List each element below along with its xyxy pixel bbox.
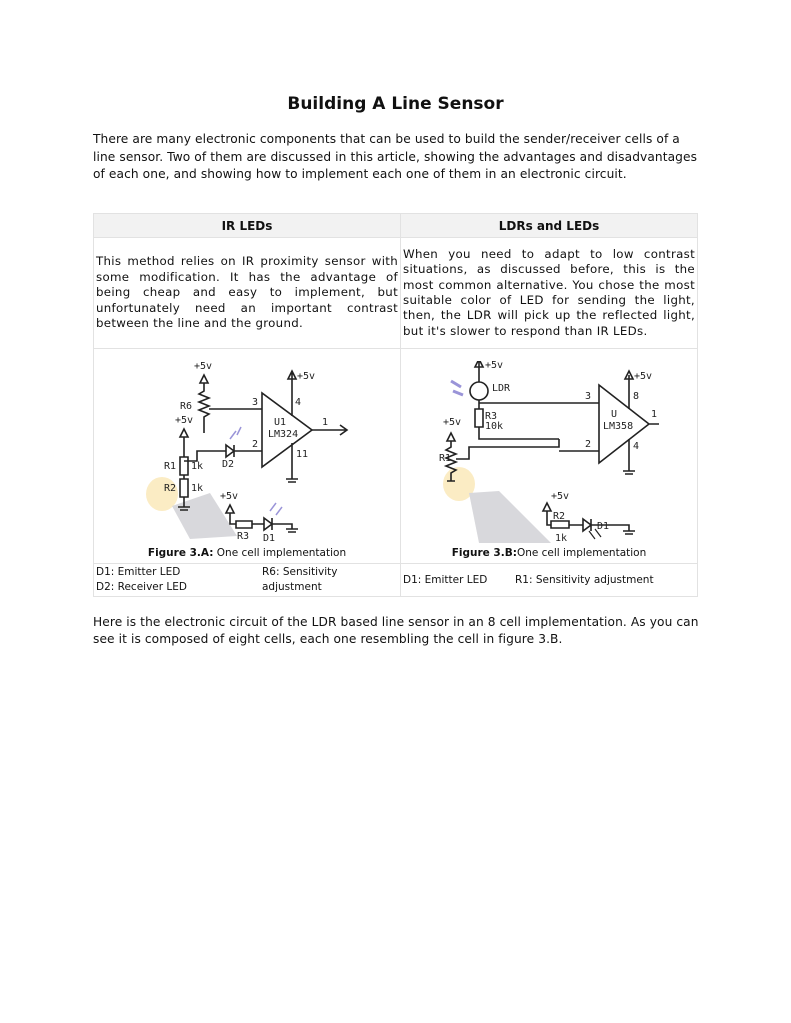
legend-3a	[94, 564, 401, 597]
label-pin-out: 1	[322, 417, 329, 428]
description-ldrs-leds: When you need to adapt to low contrast situations, as discussed before, this is the most common alternative. You chose the most suitable color of LED for sending the light, then, the LDR will pick up the reflected light, but it's slower to respond than IR LEDs.	[401, 238, 698, 349]
label-5v-r1: +5v	[443, 417, 462, 428]
legend-3a-col1	[96, 565, 262, 595]
label-pin-2: 2	[585, 439, 592, 450]
legend-d2: D2: Receiver LED	[96, 581, 187, 593]
figure-3a-cell	[94, 349, 401, 564]
label-5v-ldr: +5v	[485, 361, 504, 371]
label-r2: R2	[553, 511, 566, 522]
legend-r6: R6: Sensitivity adjustment	[262, 566, 338, 593]
comparison-table	[93, 213, 698, 597]
label-r1: R1	[439, 453, 452, 464]
label-r1: R1	[164, 461, 177, 472]
intro-paragraph: There are many electronic components that can be used to build the sender/receiver cells of a line sensor. Two of them are discussed in this article, showing the advantages and disadvantages of each one, and showing how to implement each one of them in an electronic circuit.	[93, 132, 698, 181]
header-ir-leds: IR LEDs	[94, 214, 401, 238]
legend-d1-b: D1: Emitter LED	[403, 573, 488, 586]
label-u1: U1	[274, 417, 287, 428]
figure-3a-caption-label: Figure 3.A:	[147, 547, 214, 559]
figure-3a-caption-text: One cell implementation	[213, 547, 347, 559]
legend-3b	[401, 564, 698, 597]
label-r3: R3	[485, 411, 498, 422]
label-pin-2: 2	[252, 439, 259, 450]
header-ldrs-leds: LDRs and LEDs	[401, 214, 698, 238]
figure-3b-caption-label: Figure 3.B:	[451, 547, 517, 559]
figure-3b-caption	[401, 547, 697, 559]
label-r2: R2	[164, 483, 177, 494]
label-pin-3: 3	[585, 391, 592, 402]
label-5v-chip: +5v	[297, 371, 316, 382]
label-r2-value: 1k	[191, 483, 204, 494]
label-r1-value: 1k	[191, 461, 204, 472]
legend-r1-b: R1: Sensitivity adjustment	[515, 573, 654, 586]
label-pin-8: 8	[633, 391, 640, 402]
description-ir-leds: This method relies on IR proximity sensor with some modification. It has the advantage of being cheap and easy to implement, but unfortunately need an important contrast between the line and the ground.	[94, 238, 401, 349]
label-ldr: LDR	[492, 383, 511, 394]
label-u: U	[611, 409, 618, 420]
label-pin-4: 4	[633, 441, 640, 452]
label-5v-r1: +5v	[175, 415, 194, 426]
label-r3: R3	[237, 531, 250, 542]
label-lm324: LM324	[268, 429, 299, 440]
figure-3b-caption-text: One cell implementation	[516, 547, 647, 559]
label-d2: D2	[222, 459, 235, 470]
label-r6: R6	[180, 401, 193, 412]
figure-3b-circuit	[439, 361, 659, 551]
label-lm358: LM358	[603, 421, 634, 432]
figure-3a-circuit	[142, 361, 352, 551]
label-d1: D1	[263, 533, 276, 544]
page-title: Building A Line Sensor	[287, 94, 504, 114]
label-5v-r6: +5v	[194, 361, 213, 372]
label-5v-emitter: +5v	[551, 491, 570, 502]
label-pin-3: 3	[252, 397, 259, 408]
legend-d1: D1: Emitter LED	[96, 566, 181, 578]
label-pin-out: 1	[651, 409, 658, 420]
label-pin-4: 4	[295, 397, 302, 408]
reflection-beam	[469, 491, 551, 543]
outro-paragraph: Here is the electronic circuit of the LDR based line sensor in an 8 cell implementation. As you can see it is composed of eight cells, each one resembling the cell in figure 3.B.	[93, 615, 699, 646]
label-d1: D1	[597, 521, 610, 532]
label-r2-value: 1k	[555, 533, 568, 544]
figure-3a-caption	[94, 547, 400, 559]
label-5v-emitter: +5v	[220, 491, 239, 502]
label-pin-11: 11	[296, 449, 309, 460]
label-r3-value: 10k	[485, 421, 504, 432]
figure-3b-cell	[401, 349, 698, 564]
label-5v-chip: +5v	[634, 371, 653, 382]
